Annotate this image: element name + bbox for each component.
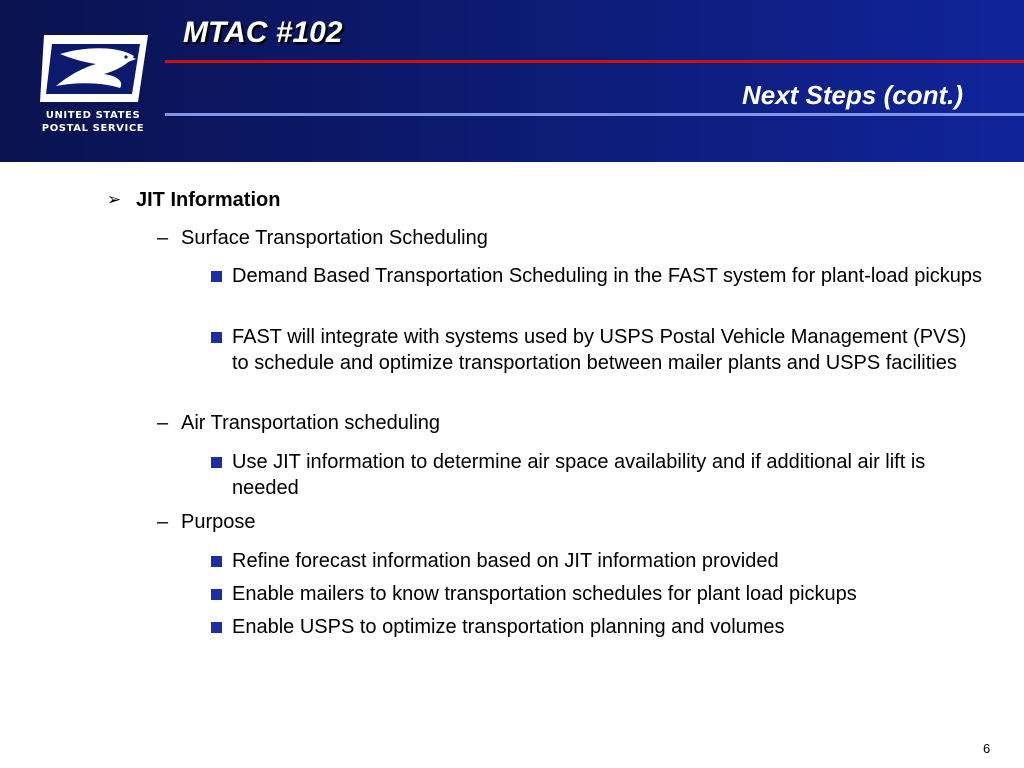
- square-bullet-icon: [211, 556, 222, 567]
- square-bullet-icon: [211, 457, 222, 468]
- slide-subtitle: Next Steps (cont.): [741, 80, 963, 110]
- section-air-transportation: Air Transportation scheduling: [181, 412, 441, 434]
- section-surface-transportation: Surface Transportation Scheduling: [181, 227, 488, 249]
- square-bullet-icon: [211, 622, 222, 633]
- logo-text-line1: UNITED STATES: [45, 110, 141, 121]
- slide-title: MTAC #102: [183, 16, 343, 49]
- bullet-item: Refine forecast information based on JIT information provided: [232, 550, 779, 572]
- bullet-item: FAST will integrate with systems used by USPS Postal Vehicle Management (PVS) to schedule and optimize transportation between mailer plants and USPS facilities: [232, 326, 967, 374]
- dash-bullet: –: [157, 412, 169, 434]
- square-bullet-icon: [211, 589, 222, 600]
- bullet-item: Demand Based Transportation Scheduling in the FAST system for plant-load pickups: [232, 265, 983, 287]
- square-bullet-icon: [211, 271, 222, 282]
- arrow-bullet-icon: ➢: [107, 190, 122, 209]
- heading-jit-information: JIT Information: [136, 189, 281, 211]
- section-purpose: Purpose: [181, 511, 256, 533]
- bullet-item: Enable mailers to know transportation schedules for plant load pickups: [232, 583, 857, 605]
- square-bullet-icon: [211, 332, 222, 343]
- bullet-item: Use JIT information to determine air space availability and if additional air lift is needed: [232, 451, 926, 499]
- dash-bullet: –: [157, 511, 169, 533]
- dash-bullet: –: [157, 227, 169, 249]
- logo-text-line2: POSTAL SERVICE: [41, 123, 145, 134]
- page-number: 6: [983, 741, 991, 756]
- bullet-item: Enable USPS to optimize transportation planning and volumes: [232, 616, 785, 638]
